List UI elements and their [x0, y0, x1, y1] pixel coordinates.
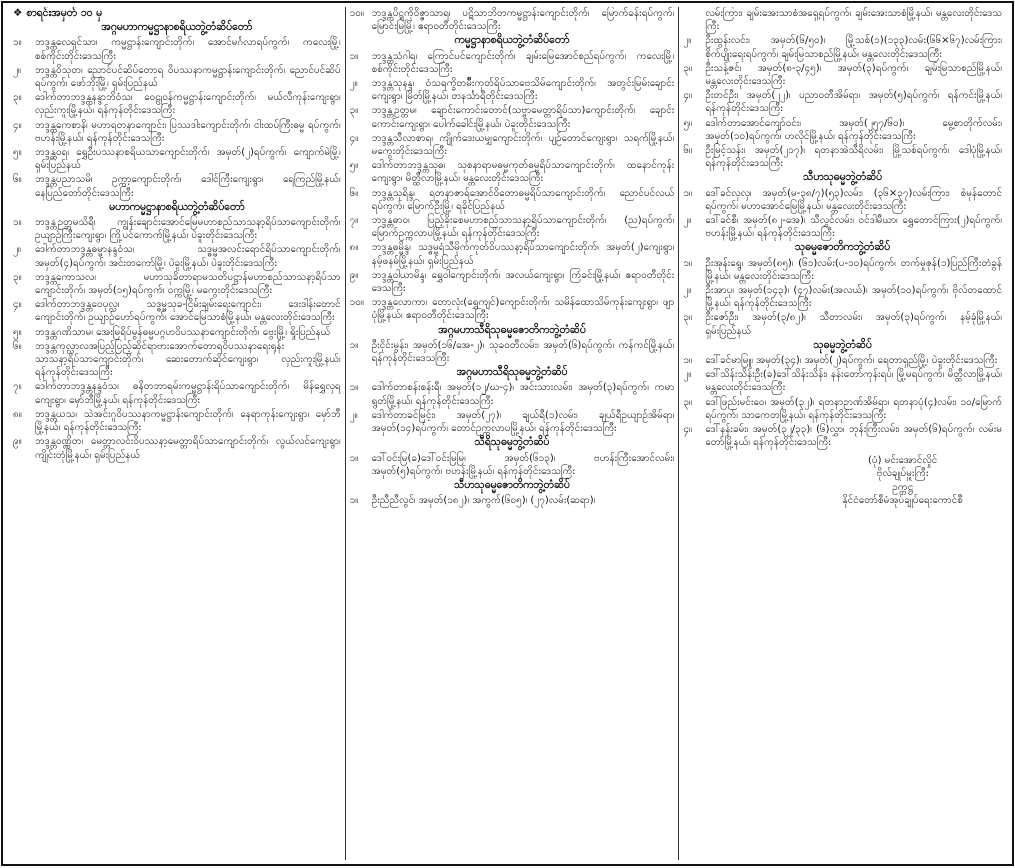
section-heading: သုဓမ္မဘွဲ့တံဆိပ် [813, 338, 872, 351]
award-list [683, 354, 1002, 449]
item-text: ဘဒ္ဒန္တဓာဝ၊ ပြည့်ခိုးစေမဟာစည်သာသနာ့ရိပ်သာကျောင်းတိုက်၊ (ည)ရပ်ကွက်၊ မြောက်ဥက္ကလာပမြို့နယ်၊ ရန်ကုန်တိုင်းဒေသကြီး [371, 215, 675, 240]
list-item [350, 7, 675, 33]
item-text: ဒေါ်သိန်းသိန်းဦး(ခ)ဒေါ်သိန်းသိန်း၊ နန်းတော်ကုန်းရပ်၊ မြို့မရပ်ကွက်၊ မိတ္ထီလာမြို့နယ်၊ မန္တလေးတိုင်းဒေသကြီး [705, 369, 1002, 394]
item-text: ဦးအာပု၊ အမှတ်(၁၄၃)၊ (၄၇)လမ်း(အလယ်)၊ အမှတ်(၁၀)ရပ်ကွက်၊ ဗိုလ်တထောင်မြို့နယ်၊ ရန်ကုန်တိုင်းဒေသကြီး [705, 285, 1002, 310]
item-text: ဘဒ္ဒန္တသီလာစာရ၊ ကျိုက်ဒေးယမျှကျောင်းတိုက်၊ ပျဉ်တောင်ကျေးရွာ၊ သရက်မြို့နယ်၊ မကွေးတိုင်းဒေသကြီး [371, 132, 675, 158]
item-number: ၆။ [13, 340, 22, 352]
section-heading: ကမ္မဋ္ဌာနာစရိယဘွဲ့တံဆိပ်တော် [454, 34, 570, 47]
item-number: ၅။ [13, 326, 22, 338]
item-number: ၁။ [683, 187, 692, 199]
award-list [683, 257, 1002, 338]
item-text: ဒေါ်ခင်မာမြူ၊ အမှတ်(၃၄)၊ အမှတ်(၂)ရပ်ကွက်၊ ရေတာရှည်မြို့၊ ပဲခူးတိုင်းဒေသကြီး [705, 355, 998, 367]
item-number: ၃။ [349, 105, 359, 117]
list-item [350, 104, 675, 130]
item-number: ၇။ [13, 381, 22, 393]
item-text: ဘဒ္ဒန္တကေစာနိ၊ မဟာရတနာကျောင်း၊ ပြဿဒါးကျောင်းတိုက်၊ ငါးထပ်ကြီးဓမ္မ ရပ်ကွက်၊ ဗဟန်းမြို့နယ်၊ ရန်ကုန်တိုင်းဒေသကြီး [35, 119, 341, 144]
list-item [683, 62, 1002, 88]
item-number [683, 7, 705, 33]
item-number: ၂။ [13, 64, 21, 76]
section-heading: သီဟသုဓမ္မဘွဲ့တံဆိပ် [803, 171, 883, 184]
list-item [350, 77, 675, 103]
item-number: ၁။ [683, 257, 692, 269]
award-list [13, 36, 341, 199]
item-text: ဘဒ္ဒန္တလောကာ၊ တောလုံး(ရွှေကျင်)ကျောင်းတိုက်၊ သမိန်ထောသိမ်ကုန်းကျေးရွာ၊ ဖျာပုံမြို့နယ်၊ ဧရာဝတီတိုင်းဒေသကြီး [371, 297, 675, 322]
item-text: ဘဒ္ဒန္တကုလ္လာလအပြည့်ပြည့်ဆိုင်ရာဗားအောက်တောရဝိပဿနာရေးရုန်းသာသနာ့ရိပ်သာကျောင်းတိုက်၊ ဆေးတောက်ဆိုင်ကျေးရွာ၊ လှည်းကူးမြို့နယ်၊ ရန်ကုန်တိုင်းဒေသကြီး [35, 340, 341, 379]
list-item [13, 243, 341, 269]
item-text: ဒေါ်ခင်စီ၊ အမှတ်(၈၂-အေ)၊ သီလွှင်လမ်း၊ ဝင်ဒါမီယာ၊ ရွှေတောင်ကြား(၂)ရပ်ကွက်၊ ဗဟန်းမြို့နယ်၊ ရန်ကုန်တိုင်းဒေသကြီး [705, 215, 1002, 240]
list-item [350, 159, 675, 185]
list-item [683, 214, 1002, 240]
list-item [683, 354, 1002, 367]
list-item [683, 7, 1002, 33]
item-number: ၁။ [349, 452, 359, 464]
list-item [350, 132, 675, 158]
list-item [13, 380, 341, 406]
column-2 [346, 7, 680, 860]
list-item [683, 257, 1002, 283]
item-text: ဦးမြင့်သန်း၊ အမှတ်(၂၁၇)၊ ရတနာအဲသီရိလမ်း၊ မြို့သစ်ရပ်ကွက်၊ ဒေါပုံမြို့နယ်၊ ရန်ကုန်တိုင်းဒေသကြီး [705, 145, 1002, 170]
item-text: ဘဒ္ဒန္တဝဏ္ဏိတ၊ မေတ္တာလင်းဝိပဿနာ့မေတ္တာရိပ်သာကျောင်းတိုက်၊ လွယ်လင်ကျေးရွာ၊ ကျိုင်းတုံမြို့နယ်၊ ရှမ်းပြည်နယ် [35, 436, 341, 461]
item-text: ဘဒ္ဒန္တဥတ္တမသိရီ၊ ကျွန်းချောင်းအောင်မြေမဟာစည်သာသနာ့ရိပ်သာကျောင်းတိုက်၊ ဥယျာဉ်ကြီးကျေးရွာ၊ ကြို့ပင်ကောက်မြို့နယ်၊ ပဲခူးတိုင်းဒေသကြီး [35, 217, 341, 242]
list-item [13, 119, 341, 145]
section-heading: သုဓမ္မဇောတိကဘွဲ့တံဆိပ် [795, 241, 891, 254]
item-number: ၁။ [13, 37, 22, 49]
item-number: ၄။ [13, 299, 22, 311]
award-list [350, 494, 675, 507]
item-number: ၁၀။ [349, 297, 364, 309]
list-item [683, 368, 1002, 394]
item-text: ဘဒ္ဒန္တဝိသုတ၊ ညောင်ပင်ဆိပ်တောရ ဝိပဿနာကမ္မဋ္ဌာန်းကျောင်းတိုက်၊ ညောင်ပင်ဆိပ်ရပ်ကွက်၊ ဖော်ဘိုးမြို့၊ ရှမ်းပြည်နယ် [35, 64, 341, 90]
item-text: ဒေါက်တာခင်မြင့်း၊ အမှတ်(၂၇)၊ ချယ်ရီ(၁)လမ်း၊ ချယ်ရီဥယျာဉ်အိမ်ရာ၊ အမှတ်(၁၄)ရပ်ကွက်၊ တောင်ဥက္ကလာပမြို့နယ်၊ ရန်ကုန်တိုင်းဒေသကြီး [371, 409, 675, 435]
award-list [350, 381, 675, 435]
item-text: ဘဒ္ဒန္တယသ၊ သဲအင်းဂူဝိပဿနာကမ္မဋ္ဌာန်းကျောင်းတိုက်၊ နေရာကုန်းကျေးရွာ၊ မှော်ဘီမြို့နယ်၊ ရန်ကုန်တိုင်းဒေသကြီး [35, 408, 341, 434]
signature-block [803, 454, 1002, 508]
item-number: ၆။ [349, 187, 359, 199]
item-number: ၂။ [683, 369, 692, 381]
list-item [13, 216, 341, 242]
item-text: ဦးတင်ဦး၊ အမှတ်(၂၂)၊ ပညာဝတီအိမ်ရာ၊ အမှတ်(၅)ရပ်ကွက်၊ ရန်ကင်းမြို့နယ်၊ ရန်ကုန်တိုင်းဒေသကြီး [705, 90, 1002, 115]
item-text: ဘဒ္ဒန္တသုနန္ဒ၊ ဝံသရက္ခိတမ်ိဳးကုတ်ရိပ်သာဗေသိမ်ကျောင်းတိုက်၊ အတွင်းမြမ်းချောင်းကျေးရွာ၊ မြိတ်မြို့နယ်၊ တနင်္သာရီတိုင်းဒေသကြီး [371, 78, 675, 103]
list-item [350, 50, 675, 76]
item-text: ဦးဇော်ဦး၊ အမှတ်(၃/၈၂)၊ သီတာလမ်း၊ အမှတ်(၃)ရပ်ကွက်၊ နမ့်ခုံမြို့နယ်၊ ရှမ်းပြည်နယ် [705, 312, 1002, 337]
section-heading: အဂ္ဂမဟာသီရိသုဓမ္မဇောတိကဘွဲ့တံဆိပ် [438, 323, 586, 336]
list-item [350, 296, 675, 322]
item-number: ၂။ [683, 35, 692, 47]
item-text: လမ်းကြား၊ ချမ်းအေးသာစံအရှေ့ရပ်ကွက်၊ ချမ်းအေးသာစံမြို့နယ်၊ မန္တလေးတိုင်းဒေသကြီး [705, 8, 1002, 33]
diamond-bullet-icon: ❖ [13, 7, 23, 19]
item-text: ဒေါ်နန်းခမ်း၊ အမှတ်(၃၂/၃၃)၊ (၆)လွှာ၊ ဘုန်းကြီးလမ်း၊ အမှတ်(၆)ရပ်ကွက်၊ လမ်းမတော်မြို့နယ်၊ ရန်ကုန်တိုင်းဒေသကြီး [705, 424, 1002, 449]
item-text: ဘဒ္ဒန္တပညာသမိ၊ ဥက္ကာ့ကျောင်းတိုက်၊ ဒေါင်ကြီးကျေးရွာ၊ ရေကြည်မြို့နယ်၊ နေပြည်တော်တိုင်းဒေသကြီး [35, 174, 341, 199]
item-text: ဦးထွန်းလင်း၊ အမှတ်(၆/၅၀)၊ မြို့သစ်(၁)(၁၃၃)လမ်း(၆၆×၆၇)လမ်းကြား၊ စိုက်ပျိုးရေးရပ်ကွက်၊ ချမ်းမြသာစည်မြို့နယ်၊ မန္တလေးတိုင်းဒေသကြီး [705, 35, 1002, 60]
list-item [683, 89, 1002, 115]
list-item [13, 435, 341, 461]
item-number: ၁။ [349, 382, 359, 394]
item-number: ၉။ [13, 436, 22, 448]
award-list [350, 339, 675, 365]
item-number: ၃။ [683, 396, 692, 408]
item-number: ၁။ [683, 355, 692, 367]
signatory-title: ဥက္ကဋ္ဌ [892, 481, 914, 493]
item-number: ၄။ [349, 132, 359, 144]
list-item [13, 298, 341, 324]
section-heading: မဟာကမ္မဋ္ဌာနာစရိယဘွဲ့တံဆိပ်တော် [109, 200, 245, 213]
continuation-note: စာရင်းအမှတ် ၁၀ မှ [26, 7, 103, 19]
item-number: ၁။ [349, 339, 359, 351]
item-text: ဒေါက်တာစန်းစန်းရီ၊ အမှတ်(၁၂/ဃ-၄)၊ အင်းသားလမ်း၊ အမှတ်(၃)ရပ်ကွက်၊ ကမာရွတ်မြို့နယ်၊ ရန်ကုန်တိုင်းဒေသကြီး [371, 382, 675, 407]
item-number: ၄။ [13, 119, 22, 131]
item-text: ဦးသန့်ဇင်၊ အမှတ်(၈-၃/၄၅)၊ အမှတ်(၃)ရပ်ကွက်၊ ချမ်းမြသာစည်မြို့နယ်၊ မန္တလေးတိုင်းဒေသကြီး [705, 62, 1002, 88]
item-text: ဦးညီညီလွင်၊ အမှတ်(၁၈၂)၊ အကွက်(၆၀၅)၊ (၂၇)လမ်း(ဆရာ)၊ [371, 495, 596, 507]
list-item [13, 408, 341, 434]
award-list [350, 452, 675, 478]
item-text: ဒေါက်တာဘဒ္ဒန္တသုဓ၊ သုစနာရာမဓမ္မကုတ်ဓမ္မရိပ်သာကျောင်းတိုက်၊ ထနောင်ကုန်းကျေးရွာ၊ မိတ္ထီလာမြို့နယ်၊ မန္တလေးတိုင်းဒေသကြီး [371, 160, 675, 185]
section-heading: သီဟသုဓမ္မဇောတိကဘွဲ့တံဆိပ် [454, 478, 570, 491]
item-number: ၃။ [683, 62, 692, 74]
signatory-organization: နိုင်ငံတော်စီမံအုပ်ချုပ်ရေးကောင်စီ [842, 495, 963, 506]
item-text: ဒေါက်တာဘဒ္ဒန္တဝေပုလ္လ၊ သဒ္ဓမ္မသုခ-ငြိမ်းချမ်းရေးကျောင်း၊ ဒေးဒါန်းတောင်ကျောင်းတိုက်၊ ဥယျာဉ်ဟော်ရပ်ကွက်၊ အောင်မြေသာစံမြို့နယ်၊ မန္တလေးတိုင်းဒေသကြီး [35, 299, 341, 324]
item-text: ဘဒ္ဒန္တကောသလ၊ မဟာသုခိတာရာမသတိပဋ္ဌာန်မဟာစည်သာသနာ့ရိပ်သာကျောင်းတိုက်၊ အမှတ်(၁၅)ရပ်ကွက်၊ ဝက္ကမြို့၊ မကွေးတိုင်းဒေသကြီး [35, 271, 341, 297]
item-number: ၉။ [349, 269, 359, 281]
list-item [350, 452, 675, 478]
list-item [350, 339, 675, 365]
item-number: ၄။ [683, 424, 692, 436]
item-number: ၁။ [13, 217, 22, 229]
item-text: ဒေါ်ခင်လှလှ၊ အမှတ်(မ-၃၈/၇)(၅၃)လမ်း၊ (၃၆×၃၇)လမ်းကြား၊ စဲမုန်တောင်ရပ်ကွက်၊ မဟာအောင်မြေမြို့နယ်၊ မန္တလေးတိုင်းဒေသကြီး [705, 187, 1002, 212]
list-item [13, 271, 341, 297]
item-number: ၂။ [683, 285, 692, 297]
item-number: ၁။ [349, 495, 359, 507]
signatory-name: (ပုံ) မင်းအောင်လှိုင် [868, 454, 938, 466]
list-item [13, 340, 341, 380]
item-text: ဦးငိုင်းမွန်း၊ အမှတ်(၁၆/အေ-၂)၊ သုခဝတီလမ်း၊ အမှတ်(၆)ရပ်ကွက်၊ ကန်ကင်မြို့နယ်၊ ရန်ကုန်တိုင်းဒေသကြီး [371, 339, 675, 365]
item-number: ၅။ [13, 147, 22, 159]
item-text: ဒေါ်ဖြည်းမင်းဝေ၊ အမှတ်(၃၂)၊ ရတနာဉာဏ်အိမ်ရာ၊ ရတနာပုံ(၄)လမ်း၊ ၁၀/မြောက်ရပ်ကွက်၊ သာကေတမြို့နယ်၊ ရန်ကုန်တိုင်းဒေသကြီး [705, 396, 1002, 421]
list-item [13, 326, 341, 339]
item-text: ဒေါက်တာဘဒ္ဒန္တဓမ္မာနန္ဒဝံသ၊ သဒ္ဓမ္မအလင်းရောင်ရိပ်သာကျောင်းတိုက်၊ အမှတ်(၄)ရပ်ကွက်၊ အင်းတကော်မြို့၊ ပဲခူးမြို့နယ်၊ ပဲခူးတိုင်းဒေသကြီး [35, 244, 341, 269]
list-item [350, 409, 675, 435]
item-text: ဘဒ္ဒန္တဝါယာမိန္ဒ၊ ရွှေဝါကျောင်းတိုက်၊ အလယ်ကျေးရွာ၊ ကြံခင်းမြို့နယ်၊ ဧရာဝတီတိုင်းဒေသကြီး [371, 269, 675, 295]
section-heading: အဂ္ဂမဟာကမ္မဋ္ဌာနာစရိယဘွဲ့တံဆိပ်တော် [101, 21, 253, 34]
list-item [350, 241, 675, 267]
list-item [13, 146, 341, 172]
item-text: ဘဒ္ဒန္တဂဏိသာမ၊ အေးမြရိပ်မွန်ဓမ္မပဂ္ဂဟဝိပဿနာကျောင်းတိုက်၊ ဗွေးမြို့၊ ရှိုးပြည်နယ် [35, 326, 331, 338]
item-text: ဘဒ္ဒန္တသုရိန္ဒ၊ ရတနာဇာရ်အောင်ဝိတောဓမ္မရိပ်သာကျောင်းတိုက်၊ ညောင်ပင်လယ်ရပ်ကွက်၊ မြောက်ဦးမြို့၊ ရခိုင်ပြည်နယ် [371, 187, 675, 212]
item-number: ၃။ [13, 271, 22, 283]
item-number: ၈။ [13, 408, 22, 420]
award-list [350, 50, 675, 323]
item-text: ဘဒ္ဒန္တလေရှင်သာ၊ ကမ္မဋ္ဌာန်းကျောင်းတိုက်၊ အောင်မင်္ဂလာရပ်ကွက်၊ ကလေးမြို့၊ စစ်ကိုင်းတိုင်းဒေသကြီး [35, 37, 341, 62]
item-text: ဦးအုန်းရွေ၊ အမှတ်(၈၅)၊ (၆၁)လမ်း(ပ-၁၀)ရပ်ကွက်၊ တက်မှုဇုန်(၁)ပြည်ကြီးတံခွန်မြို့နယ်၊ မန္တလေးတိုင်းဒေသကြီး [705, 257, 1002, 282]
item-number: ၇။ [349, 215, 359, 227]
list-item [350, 269, 675, 295]
item-text: ဒေါက်တာအောင်ကျော်ဝင်း၊ အမှတ်(၂၅၇/၆၀)၊ မွေ့စာတိုက်လမ်း၊ အမှတ်(၁၀)ရပ်ကွက်၊ ဟလိုင်မြို့နယ်၊ ရန်ကုန်တိုင်းဒေသကြီး [705, 117, 1002, 142]
item-number: ၂။ [683, 215, 692, 227]
list-continuation-header [13, 7, 341, 20]
list-item [350, 187, 675, 213]
list-item [683, 144, 1002, 170]
item-number: ၂။ [349, 409, 358, 421]
item-number: ၂။ [13, 244, 21, 256]
list-item [13, 173, 341, 199]
section-heading: အဂ္ဂမဟာသီရိသုဓမ္မဘွဲ့တံဆိပ် [456, 366, 568, 379]
list-item [13, 64, 341, 90]
item-number: ၃။ [683, 312, 692, 324]
item-text: ဘဒ္ဒန္တသံဂါရ၊ ကြောင်ပင်ကျောင်းတိုက်၊ ချမ်းမြေအောင်စည်ရပ်ကွက်၊ ကလေးမြို့၊ စစ်ကိုင်းတိုင်းဒေသကြီး [371, 50, 675, 75]
award-list [13, 216, 341, 462]
award-list [683, 7, 1002, 170]
item-text: ဒေါက်တာဘဒ္ဒန္တနန္ဒဝံသ၊ ဓနိတဘာရမ်းကမ္မဋ္ဌာန်းရိပ်သာကျောင်းတိုက်၊ မိန်ရွှေလှရကျေးရွာ၊ မှော်ဘီမြို့နယ်၊ ရန်ကုန်တိုင်းဒေသကြီး [35, 381, 341, 406]
list-item [683, 423, 1002, 449]
item-number: ၈။ [349, 242, 359, 254]
award-list [683, 187, 1002, 241]
item-text: ဘဒ္ဒန္တဥတ္တမ၊ ချောင်းကောင်းတောင်(သဗ္ဗာမေတ္တာရိပ်သာ)ကျောင်းတိုက်၊ ချောင်းကောင်းကျေးရွာ၊ ပေါက်ခေါင်းမြို့နယ်၊ ပဲခူးတိုင်းဒေသကြီး [371, 105, 675, 130]
item-number: ၂။ [349, 78, 358, 90]
item-number: ၄။ [683, 90, 692, 102]
column-3 [679, 7, 1006, 860]
list-item [350, 214, 675, 240]
item-number: ၆။ [13, 174, 22, 186]
item-number: ၆။ [683, 145, 692, 157]
item-number: ၃။ [13, 92, 22, 104]
list-item [683, 396, 1002, 422]
item-text: ဘဒ္ဒန္တပိဋ္ဋကိုဝိဇ္ဇာသာရ၊ ပဋိသာဘိတကမ္မဋ္ဌာန်းကျောင်းတိုက်၊ မြောက်ခန်းရပ်ကွက်၊ မြောင်းမြမြို့၊ ဧရာဝတီတိုင်းဒေသကြီး [371, 8, 675, 33]
item-text: ဘဒ္ဒန္တဓမ္မိန္ဒ၊ သဒ္ဓမ္မရံသီမိုက်ကုတ်ဝိပဿနာ့ရိပ်သာကျောင်းတိုက်၊ အမှတ်(၂)ကျေးရွာ၊ နမ့်ဖနမ်မြို့နယ်၊ ရှမ်းပြည်နယ် [371, 242, 675, 267]
item-number: ၁၀။ [349, 8, 364, 19]
signatory-rank: ဗိုလ်ချုပ်မှူးကြီး [876, 468, 929, 479]
award-list [350, 7, 675, 33]
section-heading: သီရိသုဓမ္မဘွဲ့တံဆိပ် [474, 436, 550, 449]
list-item [13, 36, 341, 62]
list-item [683, 34, 1002, 60]
list-item [683, 117, 1002, 143]
list-item [350, 494, 675, 507]
item-number: ၁။ [349, 50, 359, 62]
list-item [350, 381, 675, 407]
item-number: ၅။ [349, 160, 359, 172]
item-text: ဘဒ္ဒန္တဝရ၊ ရွှေဦးပဿနာစရိယသာကျောင်းတိုက်၊ အမှတ်(၂)ရပ်ကွက်၊ ကျောက်မဲမြို့၊ ရှမ်းပြည်နယ် [35, 147, 341, 172]
column-1 [9, 7, 346, 860]
list-item [683, 311, 1002, 337]
item-text: ဒေါက်တာဘဒ္ဒန္တနန္ဒာဘိဝံသ၊ ဝေဠုဝန်ကမ္မဋ္ဌာန်းကျောင်းတိုက်၊ မယ်လီကုန်းကျေးရွာ၊ လှည်းကူးမြို့နယ်၊ ရန်ကုန်တိုင်းဒေသကြီး [35, 92, 341, 117]
gazette-page [1, 1, 1014, 866]
list-item [683, 187, 1002, 213]
item-number: ၅။ [683, 117, 692, 129]
list-item [13, 91, 341, 117]
item-text: ဒေါ်ဝင်းမြ(ခ)ဒေါ်ဝင်းမြမြ၊ အမှတ်(၆၁၃)၊ ဗဟန်းကြီးအောင်လမ်း၊ အမှတ်(၅)ရပ်ကွက်၊ ဗဟန်းမြို့နယ်၊ ရန်ကုန်တိုင်းဒေသကြီး [371, 452, 675, 477]
list-item [683, 284, 1002, 310]
